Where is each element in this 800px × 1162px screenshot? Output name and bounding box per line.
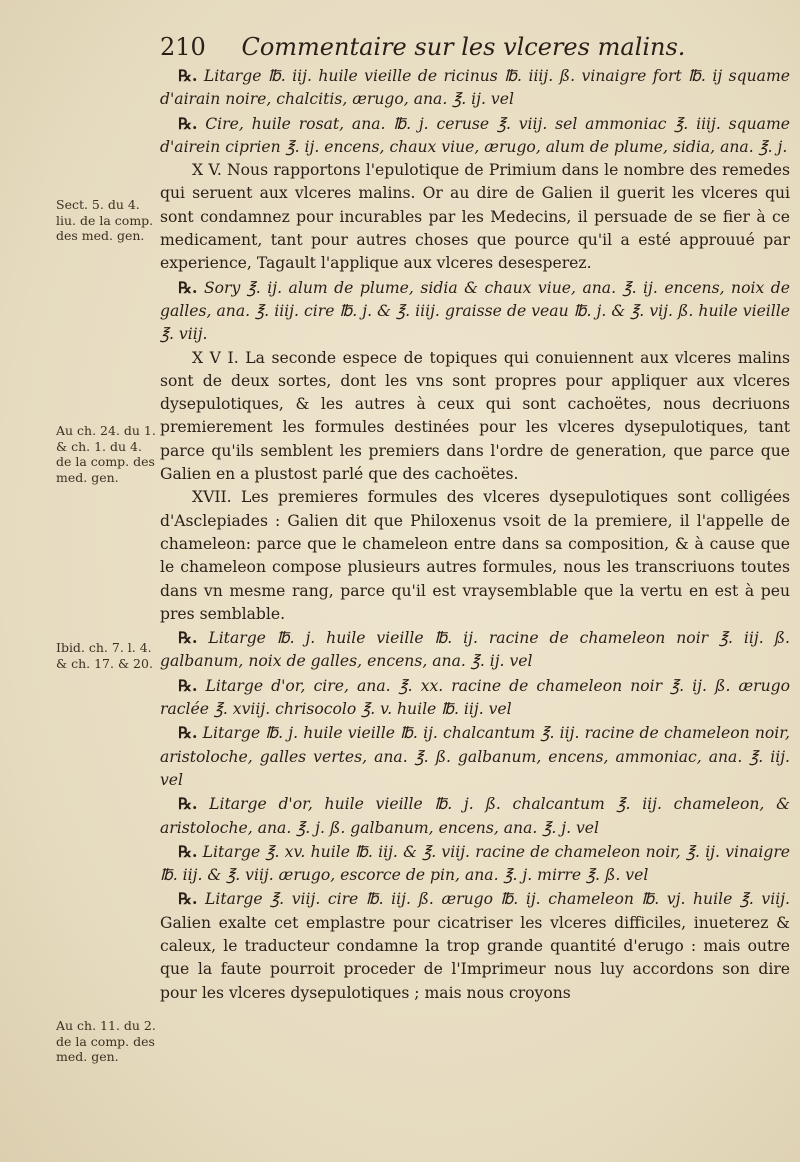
paragraph-xvii: XVII. Les premieres formules des vlceres dysepulotiques sont colligées d'Asclepiades : Galien dit que Philoxenus vsoit de la premiere, il l'appelle de chameleon: parce que le chameleon entre dans sa composition, & à cause que le chameleon compose plusieurs autres formules, nous les transcriuons toutes dans vn mesme rang, parce qu'il est vraysemblable que la vertu en est à peu pres semblable. (160, 488, 790, 623)
main-text (160, 64, 790, 1005)
running-title: Commentaire sur les vlceres malins. (241, 33, 686, 61)
page-header (160, 32, 790, 62)
recipe: ℞. Cire, huile rosat, ana. ℔. j. ceruse ℥. viij. sel ammoniac ℥. iiij. squame d'airein ciprien ℥. ij. encens, chaux viue, ærugo, alum de plume, sidia, ana. ℥. j. (160, 113, 790, 156)
margin-note: Au ch. 11. du 2. de la comp. des med. gen. (56, 1018, 156, 1064)
margin-note: Au ch. 24. du 1. & ch. 1. du 4. de la comp. des med. gen. (56, 423, 156, 485)
recipe-final: ℞. Litarge ℥. viij. cire ℔. iij. ß. ærugo ℔. ij. chameleon ℔. vj. huile ℥. viij. Galien exalte cet emplastre pour cicatriser les vlceres difficiles, inueterez & caleux, le traducteur condamne la trop grande quantité d'erugo : mais outre que la faute pourroit proceder de l'Imprimeur nous luy accordons son dire pour les vlceres dysepulotiques ; mais nous croyons (160, 889, 790, 1002)
recipe: ℞. Litarge ℔. j. huile vieille ℔. ij. racine de chameleon noir ℥. iij. ß. galbanum, noix de galles, encens, ana. ℥. ij. vel (160, 628, 790, 671)
paragraph-xvi: X V I. La seconde espece de topiques qui conuiennent aux vlceres malins sont de deux sortes, dont les vns sont propres pour appliquer aux vlceres dysepulotiques, & les autres à ceux qui sont cachoëtes, nous decriuons premierement les formules destinées pour les vlceres dysepulotiques, tant parce qu'ils semblent les premiers dans l'ordre de generation, que parce que Galien en a plustost parlé que des cachoëtes. (160, 348, 790, 484)
recipe: ℞. Litarge d'or, cire, ana. ℥. xx. racine de chameleon noir ℥. ij. ß. ærugo raclée ℥. xviij. chrisocolo ℥. v. huile ℔. iij. vel (160, 675, 790, 719)
final-paragraph: Galien exalte cet emplastre pour cicatriser les vlceres difficiles, inueterez & caleux, le traducteur condamne la trop grande quantité d'erugo : mais outre que la faute pourroit proceder de l'Imprimeur nous luy accordons son dire pour les vlceres dysepulotiques ; mais nous croyons (160, 913, 790, 1002)
recipe: ℞. Sory ℥. ij. alum de plume, sidia & chaux viue, ana. ℥. ij. encens, noix de galles, ana. ℥. iiij. cire ℔. j. & ℥. iiij. graisse de veau ℔. j. & ℥. vij. ß. huile vieille ℥. viij. (160, 277, 790, 344)
recipe: ℞. Litarge ℔. j. huile vieille ℔. ij. chalcantum ℥. iij. racine de chameleon noir, aristoloche, galles vertes, ana. ℥. ß. galbanum, encens, ammoniac, ana. ℥. iij. vel (160, 723, 790, 789)
margin-note: Sect. 5. du 4. liu. de la comp. des med. gen. (56, 197, 154, 243)
page-number: 210 (160, 33, 206, 61)
margin-note: Ibid. ch. 7. l. 4. & ch. 17. & 20. (56, 640, 153, 671)
recipe: ℞. Litarge ℥. xv. huile ℔. iij. & ℥. viij. racine de chameleon noir, ℥. ij. vinaigre ℔. iij. & ℥. viij. ærugo, escorce de pin, ana. ℥. j. mirre ℥. ß. vel (160, 841, 790, 885)
recipe: ℞. Litarge ℔. iij. huile vieille de ricinus ℔. iiij. ß. vinaigre fort ℔. ij squame d'airain noire, chalcitis, ærugo, ana. ℥. ij. vel (160, 66, 790, 109)
paragraph-xv: X V. Nous rapportons l'epulotique de Primium dans le nombre des remedes qui seruent aux vlceres malins. Or au dire de Galien il guerit les vlceres qui sont condamnez pour incurables par les Medecins, il persuade de se fier à ce medicament, tant pour autres choses que pource qu'il a esté approuué par experience, Tagault l'applique aux vlceres desesperez. (160, 161, 790, 273)
recipe: ℞. Litarge d'or, huile vieille ℔. j. ß. chalcantum ℥. iij. chameleon, & aristoloche, ana. ℥. j. ß. galbanum, encens, ana. ℥. j. vel (160, 794, 790, 837)
